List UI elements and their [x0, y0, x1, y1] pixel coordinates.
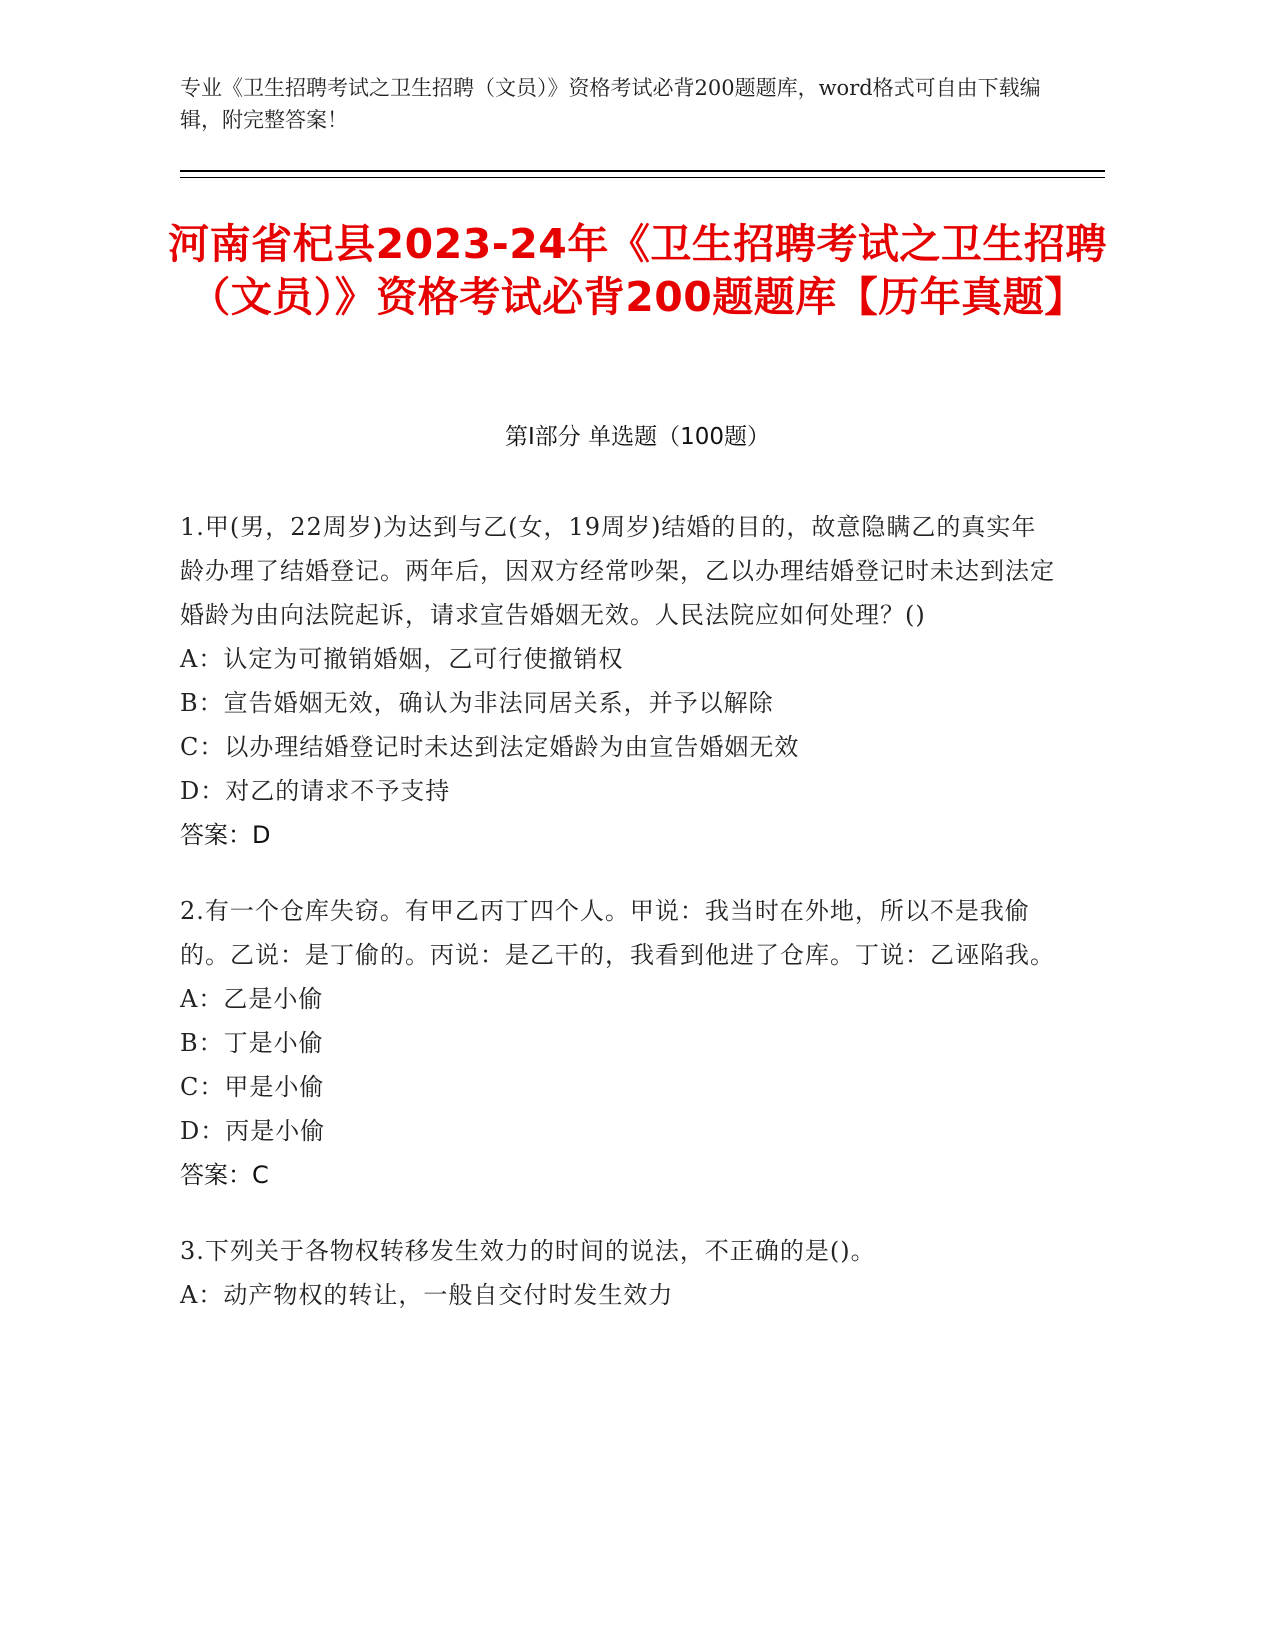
option-a: A：乙是小偷	[180, 985, 324, 1013]
section-title: 第I部分 单选题（100题）	[505, 424, 770, 450]
question-text: 1.甲(男，22周岁)为达到与乙(女，19周岁)结婚的目的，故意隐瞒乙的真实年龄办理了结婚登记。两年后，因双方经常吵架，乙以办理结婚登记时未达到法定婚龄为由向法院起诉，请求宣告婚姻无效。人民法院应如何处理？()	[180, 513, 1055, 629]
option-b: B：宣告婚姻无效，确认为非法同居关系，并予以解除	[180, 689, 774, 717]
answer: 答案：C	[180, 1161, 269, 1189]
document-title: 河南省杞县2023-24年《卫生招聘考试之卫生招聘（文员）》资格考试必背200题题库【历年真题】	[168, 220, 1107, 321]
option-d: D：丙是小偷	[180, 1117, 326, 1145]
question-3	[180, 1229, 1060, 1317]
question-text: 3.下列关于各物权转移发生效力的时间的说法，不正确的是()。	[180, 1237, 876, 1265]
question-list	[180, 505, 1060, 1349]
question-2	[180, 889, 1060, 1197]
header-note: 专业《卫生招聘考试之卫生招聘（文员）》资格考试必背200题题库，word格式可自由下载编辑，附完整答案！	[180, 76, 1041, 132]
header-divider-thin	[180, 177, 1105, 178]
header-divider-thick	[180, 170, 1105, 172]
option-d: D：对乙的请求不予支持	[180, 777, 451, 805]
option-c: C：以办理结婚登记时未达到法定婚龄为由宣告婚姻无效	[180, 733, 800, 761]
question-1	[180, 505, 1060, 857]
answer: 答案：D	[180, 821, 271, 849]
option-a: A：认定为可撤销婚姻，乙可行使撤销权	[180, 645, 624, 673]
option-c: C：甲是小偷	[180, 1073, 325, 1101]
option-b: B：丁是小偷	[180, 1029, 324, 1057]
question-text: 2.有一个仓库失窃。有甲乙丙丁四个人。甲说：我当时在外地，所以不是我偷的。乙说：是丁偷的。丙说：是乙干的，我看到他进了仓库。丁说：乙诬陷我。	[180, 897, 1055, 969]
option-a: A：动产物权的转让，一般自交付时发生效力	[180, 1281, 674, 1309]
